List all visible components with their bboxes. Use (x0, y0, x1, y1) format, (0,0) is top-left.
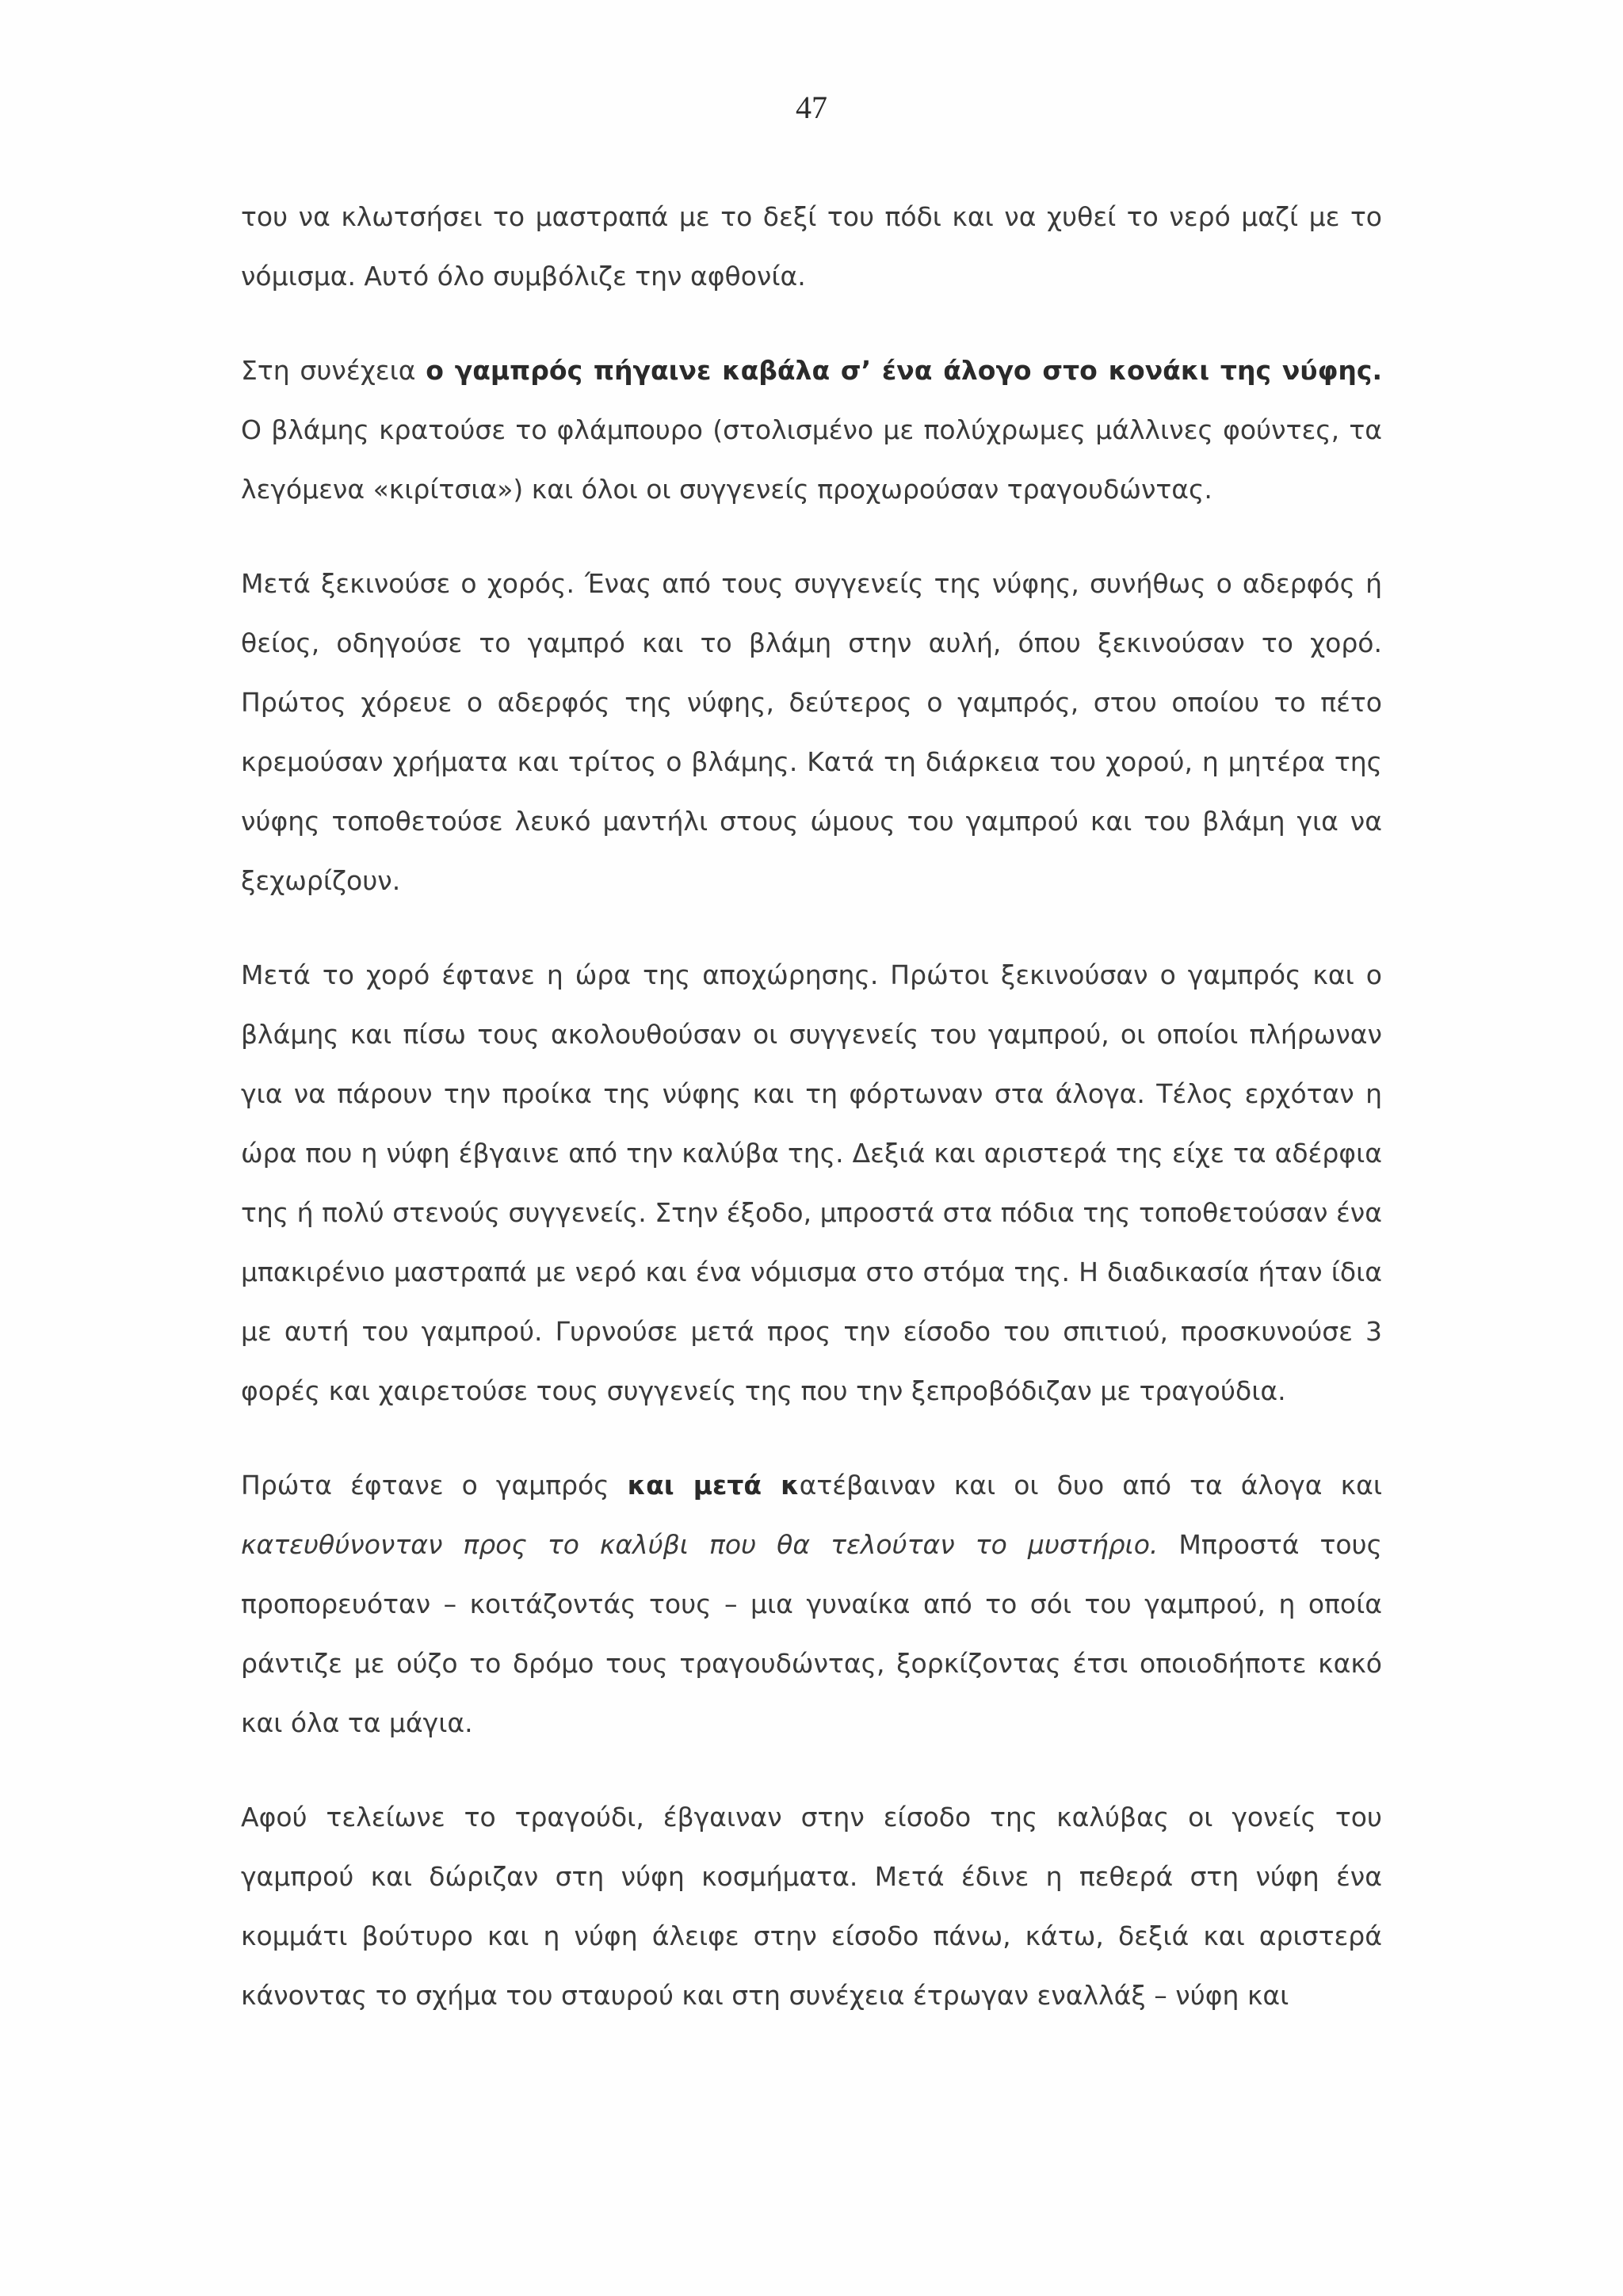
body-text (241, 187, 1382, 2060)
bold-text: και μετά κ (627, 1470, 800, 1501)
text-run: Πρώτα έφτανε ο γαμπρός (241, 1470, 628, 1501)
page-number: 47 (796, 90, 827, 125)
paragraph (241, 341, 1382, 519)
paragraph (241, 187, 1382, 306)
paragraph (241, 1455, 1382, 1753)
paragraph (241, 554, 1382, 910)
text-run: Μετά το χορό έφτανε η ώρα της αποχώρησης. Πρώτοι ξεκινούσαν ο γαμπρός και ο βλάμης και πίσω τους ακολουθούσαν οι συγγενείς του γαμπρού, οι οποίοι πλήρωναν για να πάρουν την προίκα της νύφης και τη φόρτωναν στα άλογα. Τέλος ερχόταν η ώρα που η νύφη έβγαινε από την καλύβα της. Δεξιά και αριστερά της είχε τα αδέρφια της ή πολύ στενούς συγγενείς. Στην έξοδο, μπροστά στα πόδια της τοποθετούσαν ένα μπακιρένιο μαστραπά με νερό και ένα νόμισμα στο στόμα της. Η διαδικασία ήταν ίδια με αυτή του γαμπρού. Γυρνούσε μετά προς την είσοδο του σπιτιού, προσκυνούσε 3 φορές και χαιρετούσε τους συγγενείς της που την ξεπροβόδιζαν με τραγούδια. (241, 959, 1382, 1406)
text-run: Στη συνέχεια (241, 355, 426, 386)
text-run: Μετά ξεκινούσε ο χορός. Ένας από τους συγγενείς της νύφης, συνήθως ο αδερφός ή θείος, οδηγούσε το γαμπρό και το βλάμη στην αυλή, όπου ξεκινούσαν το χορό. Πρώτος χόρευε ο αδερφός της νύφης, δεύτερος ο γαμπρός, στου οποίου το πέτο κρεμούσαν χρήματα και τρίτος ο βλάμης. Κατά τη διάρκεια του χορού, η μητέρα της νύφης τοποθετούσε λευκό μαντήλι στους ώμους του γαμπρού και του βλάμη για να ξεχωρίζουν. (241, 568, 1382, 896)
text-run: του να κλωτσήσει το μαστραπά με το δεξί του πόδι και να χυθεί το νερό μαζί με το νόμισμα. Αυτό όλο συμβόλιζε την αφθονία. (241, 201, 1382, 292)
bold-text: ο γαμπρός πήγαινε καβάλα σ’ ένα άλογο στο κονάκι της νύφης. (426, 355, 1382, 386)
text-run: Αφού τελείωνε το τραγούδι, έβγαιναν στην είσοδο της καλύβας οι γονείς του γαμπρού και δώριζαν στη νύφη κοσμήματα. Μετά έδινε η πεθερά στη νύφη ένα κομμάτι βούτυρο και η νύφη άλειφε στην είσοδο πάνω, κάτω, δεξιά και αριστερά κάνοντας το σχήμα του σταυρού και στη συνέχεια έτρωγαν εναλλάξ – νύφη και (241, 1802, 1382, 2011)
paragraph (241, 1787, 1382, 2025)
text-run: ατέβαιναν και οι δυο από τα άλογα και (799, 1470, 1382, 1501)
text-run: Ο βλάμης κρατούσε το φλάμπουρο (στολισμένο με πολύχρωμες μάλλινες φούντες, τα λεγόμενα «κιρίτσια») και όλοι οι συγγενείς προχωρούσαν τραγουδώντας. (241, 414, 1382, 505)
italic-text: κατευθύνονταν προς το καλύβι που θα τελούταν το μυστήριο. (241, 1529, 1159, 1560)
paragraph (241, 945, 1382, 1421)
text-run: Μπροστά τους προπορευόταν – κοιτάζοντάς τους – μια γυναίκα από το σόι του γαμπρού, η οποία ράντιζε με ούζο το δρόμο τους τραγουδώντας, ξορκίζοντας έτσι οποιοδήποτε κακό και όλα τα μάγια. (241, 1529, 1382, 1738)
